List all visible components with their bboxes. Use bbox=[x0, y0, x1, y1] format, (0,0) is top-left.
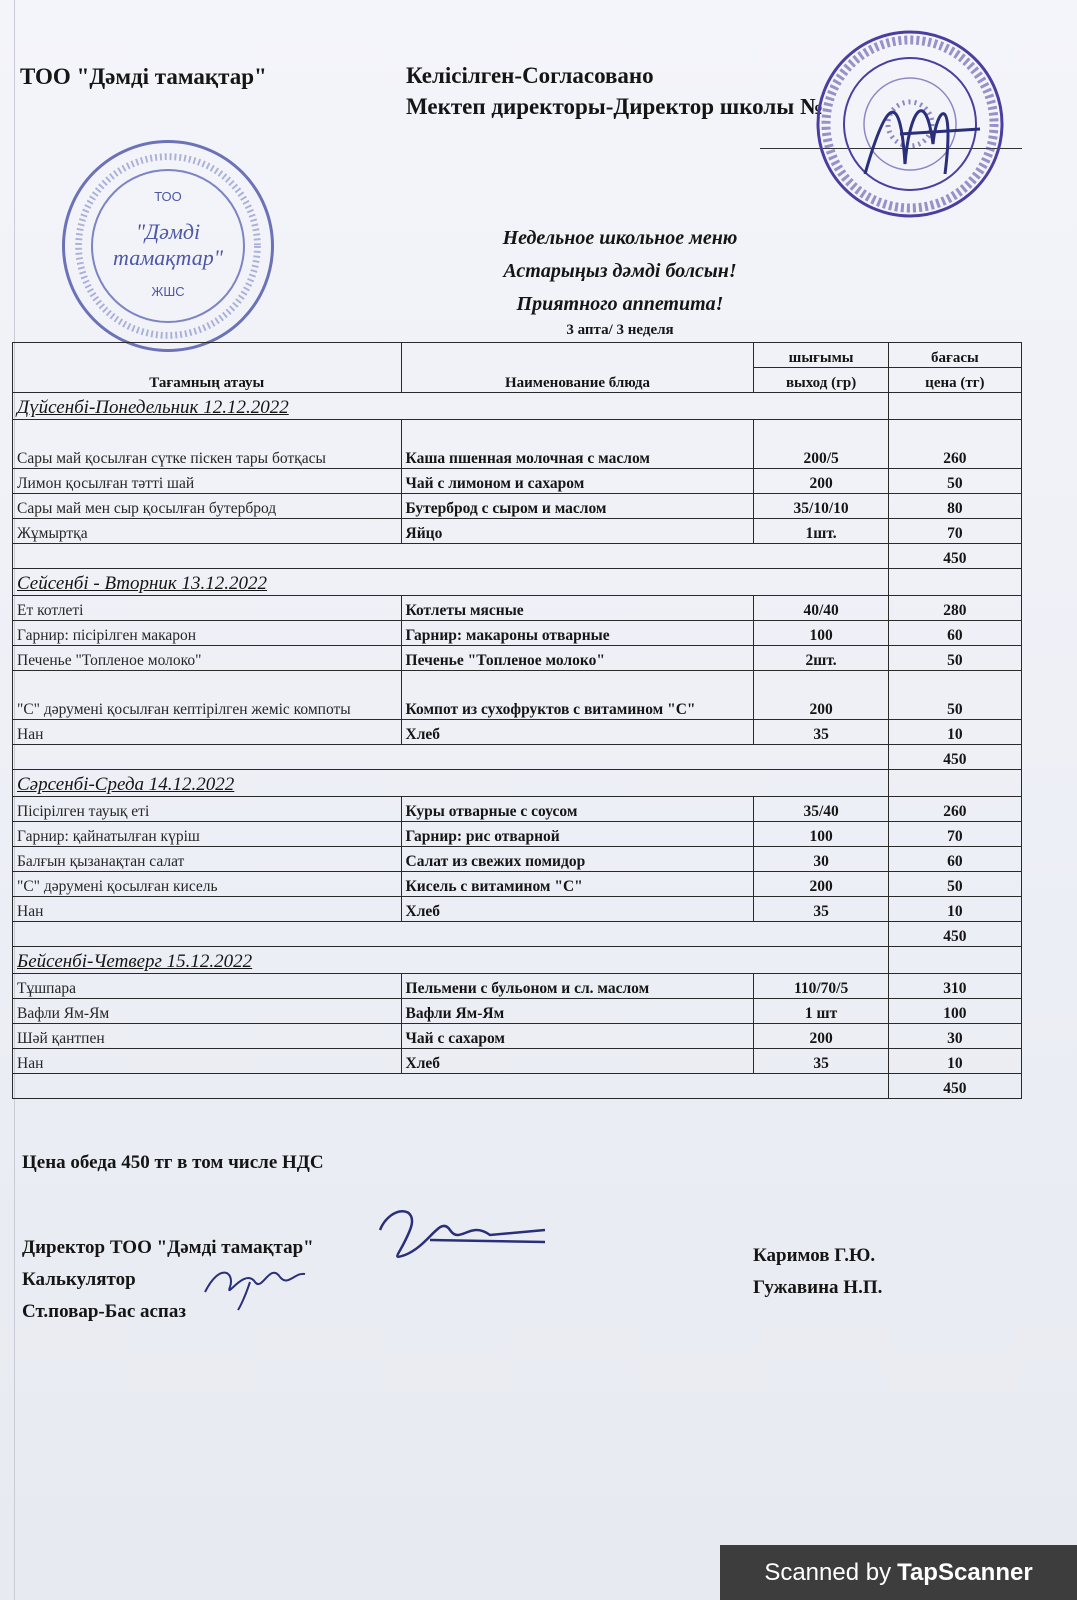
table-row bbox=[13, 797, 1022, 822]
menu-title: Недельное школьное меню bbox=[502, 227, 738, 249]
stamp-top-text: ТОО bbox=[154, 189, 182, 204]
day-header-row bbox=[13, 569, 1022, 596]
dish-price: 70 bbox=[888, 519, 1021, 544]
day-header-row bbox=[13, 947, 1022, 974]
total-blank-cell bbox=[13, 544, 889, 569]
dish-price: 50 bbox=[888, 671, 1021, 720]
dish-price: 280 bbox=[888, 596, 1021, 621]
dish-name-ru: Яйцо bbox=[401, 519, 754, 544]
dish-price: 80 bbox=[888, 494, 1021, 519]
dish-name-ru: Чай с лимоном и сахаром bbox=[401, 469, 754, 494]
table-row bbox=[13, 671, 1022, 720]
dish-name-ru: Куры отварные с соусом bbox=[401, 797, 754, 822]
dish-name-kz: Лимон қосылған тәтті шай bbox=[13, 469, 402, 494]
dish-name-kz: Жұмыртқа bbox=[13, 519, 402, 544]
col-header-price-ru: цена (тг) bbox=[888, 368, 1021, 393]
dish-name-ru: Каша пшенная молочная с маслом bbox=[401, 420, 754, 469]
dish-price: 10 bbox=[888, 1049, 1021, 1074]
day-title-cell bbox=[13, 770, 889, 797]
day-total: 450 bbox=[888, 922, 1021, 947]
table-row bbox=[13, 494, 1022, 519]
dish-output: 200 bbox=[754, 671, 888, 720]
dish-name-ru: Гарнир: макароны отварные bbox=[401, 621, 754, 646]
dish-name-ru: Салат из свежих помидор bbox=[401, 847, 754, 872]
dish-price: 10 bbox=[888, 720, 1021, 745]
table-row bbox=[13, 720, 1022, 745]
table-row bbox=[13, 872, 1022, 897]
dish-name-kz: Гарнир: қайнатылған күріш bbox=[13, 822, 402, 847]
staff-calculator: Калькулятор bbox=[22, 1269, 136, 1290]
dish-output: 200 bbox=[754, 1024, 888, 1049]
total-row bbox=[13, 745, 1022, 770]
dish-name-ru: Вафли Ям-Ям bbox=[401, 999, 754, 1024]
name-calculator: Гужавина Н.П. bbox=[753, 1277, 883, 1298]
day-title: Сәрсенбі-Среда 14.12.2022 bbox=[17, 774, 235, 795]
day-header-row bbox=[13, 393, 1022, 420]
name-director: Каримов Г.Ю. bbox=[753, 1245, 876, 1266]
table-row bbox=[13, 822, 1022, 847]
dish-price: 10 bbox=[888, 897, 1021, 922]
dish-name-kz: "С" дәрумені қосылған кисель bbox=[13, 872, 402, 897]
col-header-ru: Наименование блюда bbox=[401, 343, 754, 393]
stamp-name-1: "Дәмді bbox=[135, 219, 201, 244]
table-row bbox=[13, 596, 1022, 621]
dish-name-ru: Хлеб bbox=[401, 897, 754, 922]
day-empty-cell bbox=[888, 569, 1021, 596]
dish-name-ru: Пельмени с бульоном и сл. маслом bbox=[401, 974, 754, 999]
table-row bbox=[13, 999, 1022, 1024]
price-note: Цена обеда 450 тг в том числе НДС bbox=[22, 1152, 324, 1173]
company-name: ТОО "Дәмді тамақтар" bbox=[20, 64, 267, 89]
dish-name-ru: Бутерброд с сыром и маслом bbox=[401, 494, 754, 519]
table-row bbox=[13, 420, 1022, 469]
col-header-output-kz: шығымы bbox=[754, 343, 888, 368]
table-row bbox=[13, 1049, 1022, 1074]
day-total: 450 bbox=[888, 745, 1021, 770]
watermark-prefix: Scanned by bbox=[764, 1558, 892, 1586]
col-header-output-ru: выход (гр) bbox=[754, 368, 888, 393]
dish-output: 1 шт bbox=[754, 999, 888, 1024]
dish-name-kz: Гарнир: пісірілген макарон bbox=[13, 621, 402, 646]
menu-table bbox=[12, 342, 1022, 1099]
watermark-brand: TapScanner bbox=[897, 1558, 1033, 1586]
total-blank-cell bbox=[13, 922, 889, 947]
dish-price: 30 bbox=[888, 1024, 1021, 1049]
dish-output: 200/5 bbox=[754, 420, 888, 469]
table-row bbox=[13, 519, 1022, 544]
dish-name-ru: Гарнир: рис отварной bbox=[401, 822, 754, 847]
day-empty-cell bbox=[888, 770, 1021, 797]
approval-director: Мектеп директоры-Директор школы № bbox=[406, 94, 824, 119]
dish-name-kz: Нан bbox=[13, 897, 402, 922]
director-signature bbox=[370, 1200, 560, 1280]
staff-chef: Ст.повар-Бас аспаз bbox=[22, 1301, 187, 1322]
day-header-row bbox=[13, 770, 1022, 797]
total-blank-cell bbox=[13, 745, 889, 770]
dish-name-ru: Чай с сахаром bbox=[401, 1024, 754, 1049]
approval-title: Келісілген-Согласовано bbox=[406, 63, 654, 88]
dish-price: 100 bbox=[888, 999, 1021, 1024]
dish-price: 60 bbox=[888, 621, 1021, 646]
table-row bbox=[13, 897, 1022, 922]
day-total: 450 bbox=[888, 1074, 1021, 1099]
table-row bbox=[13, 974, 1022, 999]
dish-output: 200 bbox=[754, 872, 888, 897]
day-empty-cell bbox=[888, 393, 1021, 420]
menu-table-body bbox=[13, 343, 1022, 1099]
day-title-cell bbox=[13, 569, 889, 596]
dish-output: 1шт. bbox=[754, 519, 888, 544]
day-title-cell bbox=[13, 393, 889, 420]
dish-output: 100 bbox=[754, 822, 888, 847]
dish-name-kz: Печенье "Топленое молоко" bbox=[13, 646, 402, 671]
dish-output: 35/40 bbox=[754, 797, 888, 822]
dish-name-kz: "С" дәрумені қосылған кептірілген жеміс компоты bbox=[13, 671, 402, 720]
total-row bbox=[13, 1074, 1022, 1099]
stamp-bottom-text: ЖШС bbox=[151, 284, 185, 299]
dish-output: 40/40 bbox=[754, 596, 888, 621]
dish-price: 70 bbox=[888, 822, 1021, 847]
dish-price: 260 bbox=[888, 420, 1021, 469]
day-title: Дүйсенбі-Понедельник 12.12.2022 bbox=[17, 397, 289, 418]
dish-output: 110/70/5 bbox=[754, 974, 888, 999]
dish-output: 30 bbox=[754, 847, 888, 872]
dish-output: 100 bbox=[754, 621, 888, 646]
dish-name-kz: Вафли Ям-Ям bbox=[13, 999, 402, 1024]
dish-output: 200 bbox=[754, 469, 888, 494]
dish-name-kz: Пісірілген тауық еті bbox=[13, 797, 402, 822]
dish-price: 310 bbox=[888, 974, 1021, 999]
scanner-watermark bbox=[720, 1545, 1077, 1600]
calculator-signature bbox=[200, 1252, 310, 1312]
menu-titles bbox=[420, 222, 820, 321]
dish-price: 50 bbox=[888, 646, 1021, 671]
dish-name-kz: Ет котлеті bbox=[13, 596, 402, 621]
table-row bbox=[13, 646, 1022, 671]
greeting-kz: Астарыңыз дәмді болсын! bbox=[503, 260, 737, 282]
total-row bbox=[13, 922, 1022, 947]
school-seal bbox=[805, 24, 1025, 224]
dish-output: 2шт. bbox=[754, 646, 888, 671]
staff-director: Директор ТОО "Дәмді тамақтар" bbox=[22, 1237, 314, 1258]
dish-name-ru: Котлеты мясные bbox=[401, 596, 754, 621]
dish-name-ru: Печенье "Топленое молоко" bbox=[401, 646, 754, 671]
dish-name-kz: Шәй қантпен bbox=[13, 1024, 402, 1049]
staff-names bbox=[753, 1240, 882, 1304]
dish-name-ru: Хлеб bbox=[401, 720, 754, 745]
table-header-row-1 bbox=[13, 343, 1022, 368]
greeting-ru: Приятного аппетита! bbox=[516, 293, 724, 315]
dish-output: 35/10/10 bbox=[754, 494, 888, 519]
dish-name-kz: Балғын қызанақтан салат bbox=[13, 847, 402, 872]
dish-output: 35 bbox=[754, 897, 888, 922]
total-row bbox=[13, 544, 1022, 569]
day-title-cell bbox=[13, 947, 889, 974]
dish-price: 50 bbox=[888, 469, 1021, 494]
dish-output: 35 bbox=[754, 1049, 888, 1074]
dish-name-kz: Сары май мен сыр қосылған бутерброд bbox=[13, 494, 402, 519]
dish-price: 50 bbox=[888, 872, 1021, 897]
col-header-kz: Тағамның атауы bbox=[13, 343, 402, 393]
stamp-name-2: тамақтар" bbox=[113, 245, 223, 270]
dish-name-ru: Компот из сухофруктов с витамином "С" bbox=[401, 671, 754, 720]
company-stamp bbox=[62, 140, 274, 352]
dish-name-kz: Тұшпара bbox=[13, 974, 402, 999]
table-row bbox=[13, 621, 1022, 646]
dish-name-kz: Сары май қосылған сүтке піскен тары ботқасы bbox=[13, 420, 402, 469]
dish-price: 260 bbox=[888, 797, 1021, 822]
table-row bbox=[13, 469, 1022, 494]
dish-name-ru: Хлеб bbox=[401, 1049, 754, 1074]
dish-price: 60 bbox=[888, 847, 1021, 872]
table-row bbox=[13, 847, 1022, 872]
day-total: 450 bbox=[888, 544, 1021, 569]
dish-name-kz: Нан bbox=[13, 720, 402, 745]
day-empty-cell bbox=[888, 947, 1021, 974]
day-title: Бейсенбі-Четверг 15.12.2022 bbox=[17, 951, 253, 972]
week-label: 3 апта/ 3 неделя bbox=[566, 322, 674, 338]
total-blank-cell bbox=[13, 1074, 889, 1099]
day-title: Сейсенбі - Вторник 13.12.2022 bbox=[17, 573, 268, 594]
dish-name-ru: Кисель с витамином "С" bbox=[401, 872, 754, 897]
dish-output: 35 bbox=[754, 720, 888, 745]
col-header-price-kz: бағасы bbox=[888, 343, 1021, 368]
table-row bbox=[13, 1024, 1022, 1049]
approval-block bbox=[406, 60, 823, 122]
dish-name-kz: Нан bbox=[13, 1049, 402, 1074]
